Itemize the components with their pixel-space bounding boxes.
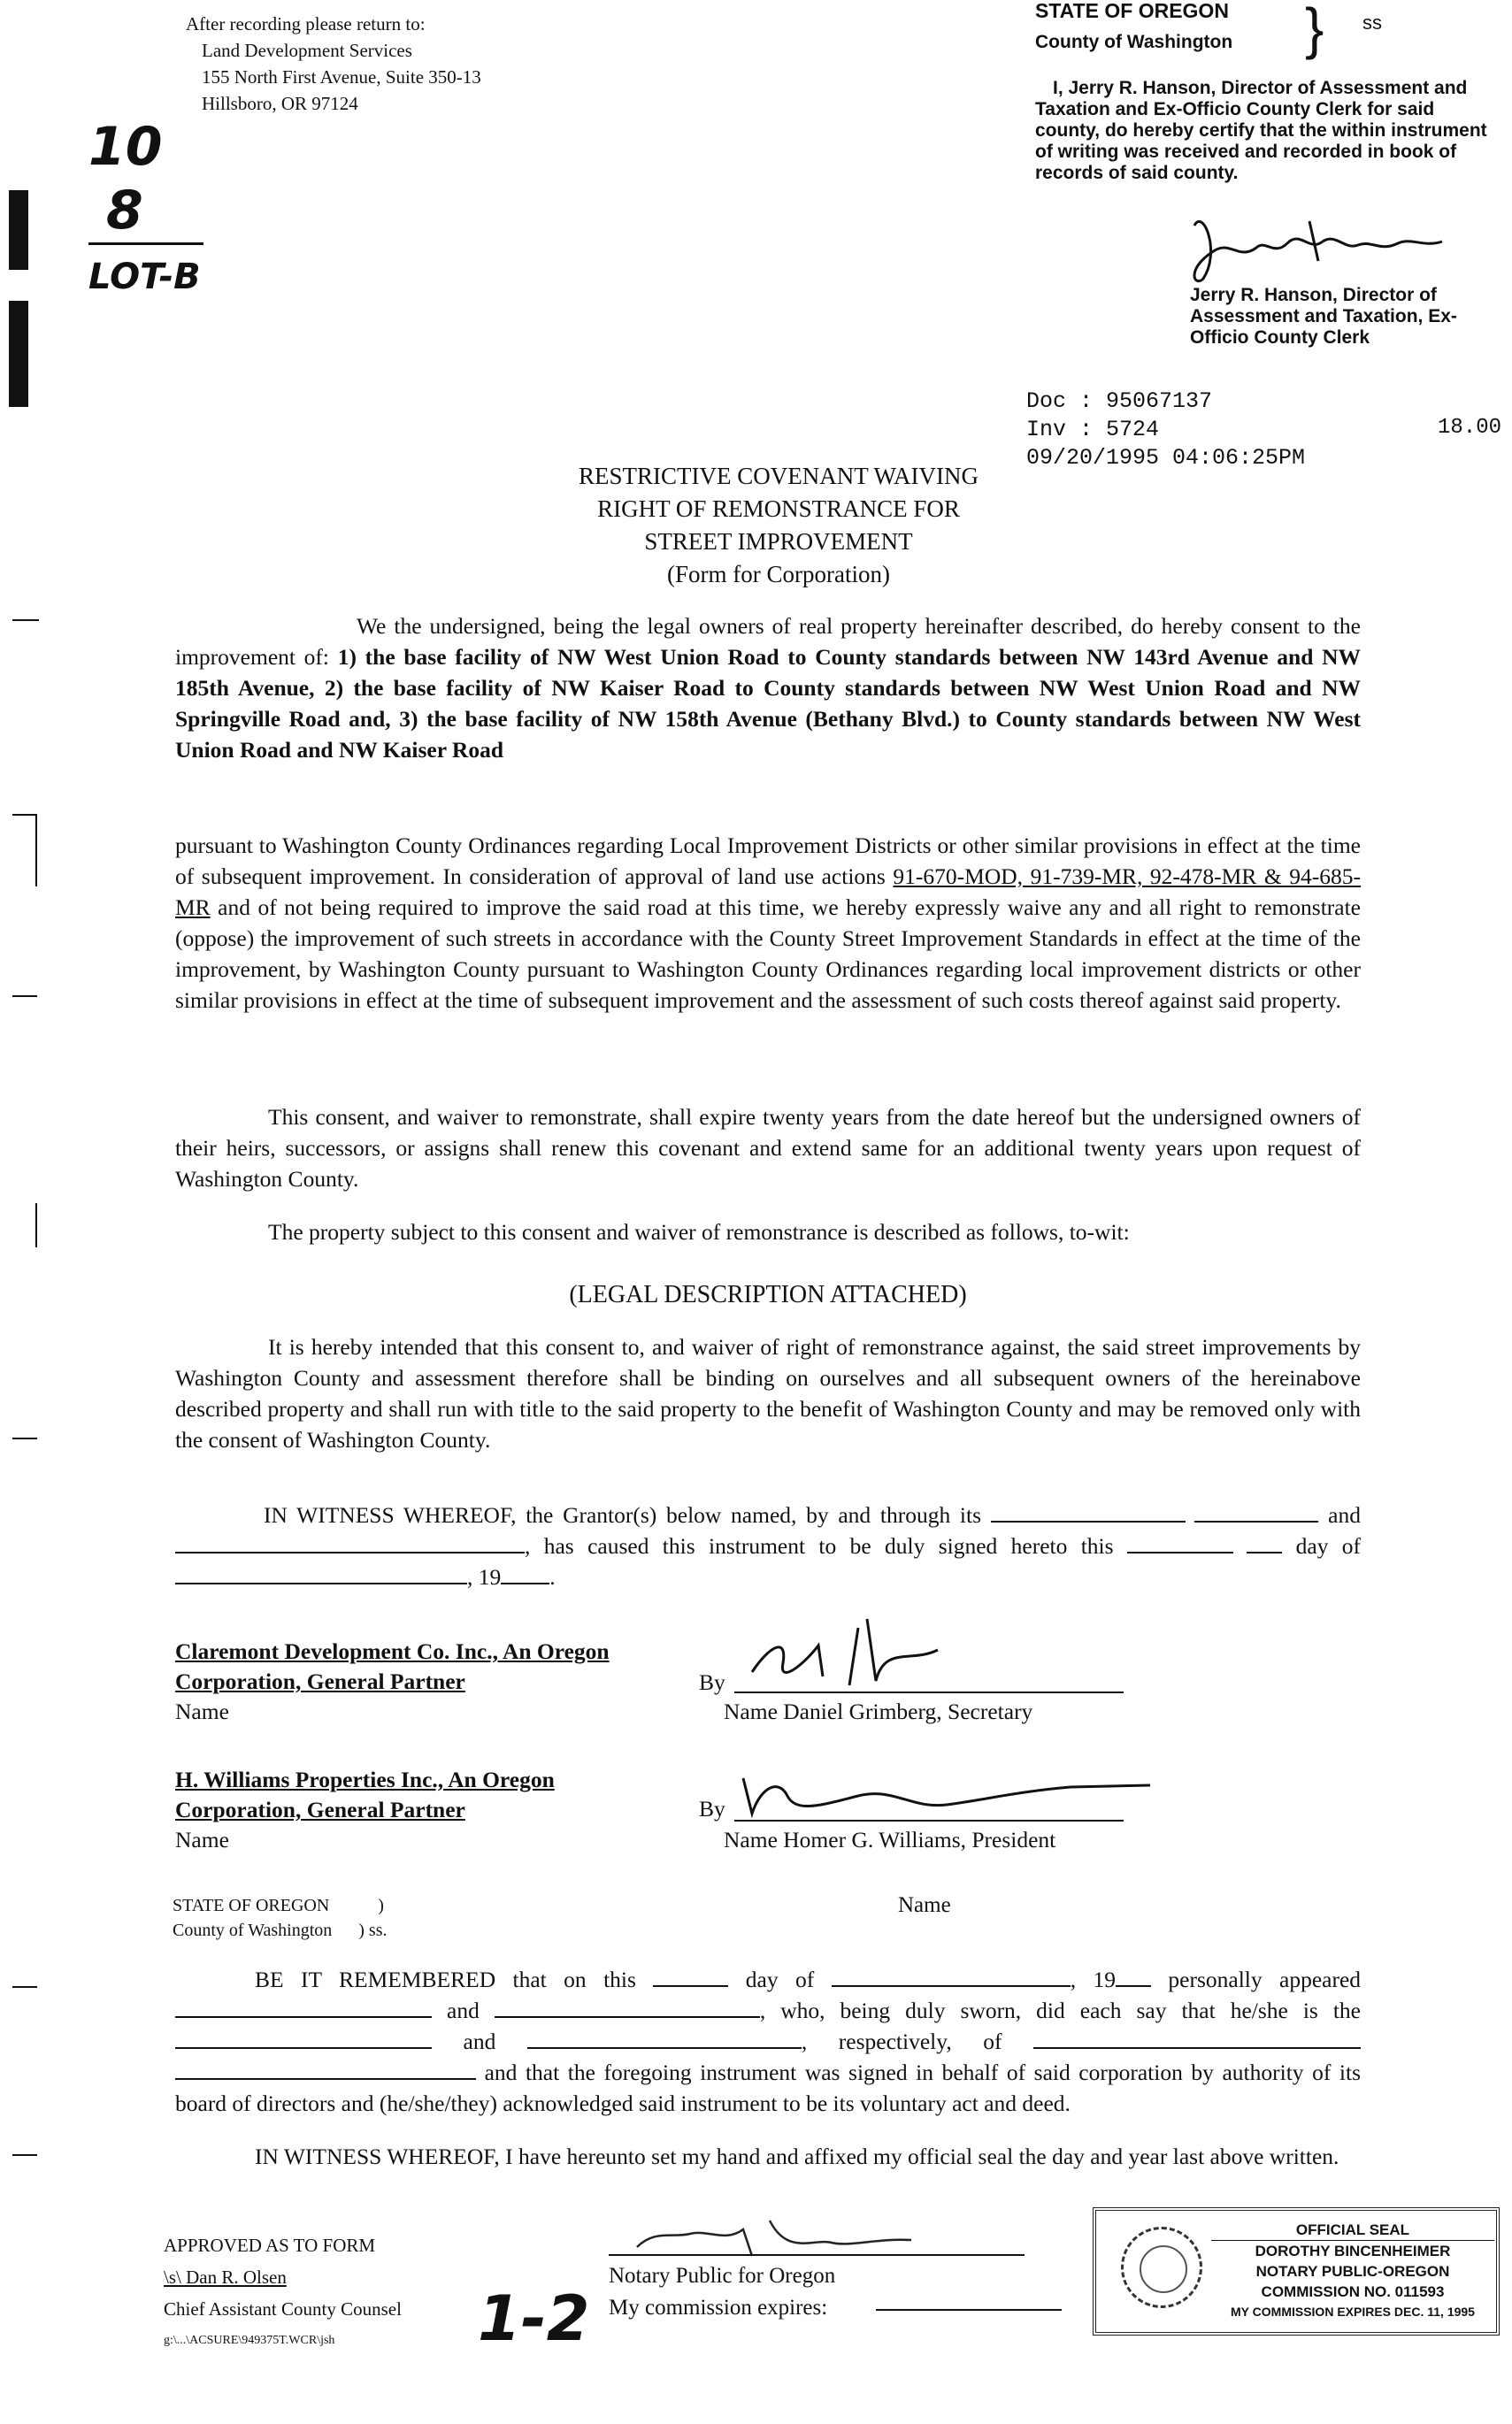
- party-corp-line: Corporation, General Partner: [175, 1668, 465, 1694]
- ack-state: STATE OF OREGON: [173, 1896, 330, 1915]
- remember-text: BE IT REMEMBERED that on this: [255, 1967, 636, 1992]
- clerk-title: Jerry R. Hanson, Director of Assessment and Taxation, Ex-Officio County Clerk: [1190, 285, 1457, 348]
- pursuant-before: pursuant to Washington County Ordinances regarding Local Improvement Districts or other similar provisions in effect at the time of subsequent improvement. In consideration of approval of land use actions: [175, 832, 1361, 889]
- blank-line: [1194, 1521, 1318, 1523]
- scan-mark: [35, 816, 37, 886]
- remember-text: day of: [745, 1967, 815, 1992]
- return-address-line: Hillsboro, OR 97124: [202, 93, 358, 114]
- seal-line: DOROTHY BINCENHEIMER: [1255, 2243, 1451, 2259]
- official-seal: [1093, 2207, 1500, 2336]
- ack-state-block: [173, 1893, 387, 1943]
- blank-line: [653, 1985, 728, 1987]
- ack-ss: ) ss.: [358, 1921, 388, 1940]
- scan-mark: [12, 995, 37, 997]
- blank-line: [832, 1985, 1071, 1987]
- party-corp-line: Claremont Development Co. Inc., An Oregon: [175, 1638, 610, 1664]
- party-signer: Name Daniel Grimberg, Secretary: [724, 1699, 1033, 1724]
- party-williams: [175, 1765, 555, 1855]
- scan-mark: [9, 301, 28, 407]
- blank-line: [1116, 1985, 1151, 1987]
- recording-ss: ss: [1362, 12, 1382, 34]
- blank-line: [1127, 1552, 1233, 1553]
- notary-title: Notary Public for Oregon: [609, 2264, 836, 2288]
- margin-note: 8: [106, 180, 143, 242]
- intro-improvements: 1) the base facility of NW West Union Road to County standards between NW 143rd Avenue and NW 185th Avenue, 2) the base facility of NW Kaiser Road to County standards between NW West Union Road and NW Springville Road and, 3) the base facility of NW 158th Avenue (Bethany Blvd.) to County standards between NW West Union Road and NW Kaiser Road: [175, 644, 1362, 763]
- scan-mark: [12, 1986, 37, 1988]
- blank-line: [175, 2016, 432, 2018]
- recording-state: STATE OF OREGON: [1035, 0, 1229, 22]
- grimberg-signature: [734, 1610, 1000, 1699]
- scan-mark: [12, 2154, 37, 2156]
- approved-heading: APPROVED AS TO FORM: [164, 2235, 376, 2256]
- notary-signature-line: [609, 2254, 1025, 2256]
- document-title: [513, 460, 1044, 591]
- notary-seal-icon: [1121, 2227, 1202, 2308]
- scan-mark: [12, 619, 39, 621]
- party-name-label: Name: [175, 1827, 229, 1853]
- approved-title: Chief Assistant County Counsel: [164, 2298, 402, 2320]
- remember-text: , respectively, of: [801, 2029, 1002, 2054]
- file-path: g:\...\ACSURE\949375T.WCR\jsh: [164, 2334, 335, 2347]
- scan-mark: [35, 1203, 37, 1247]
- pursuant-after: and of not being required to improve the said road at this time, we hereby expressly waive any and all right to remonstrate (oppose) the improvement of such streets in accordance with the County Street Improvement Standards in effect at the time of the improvement, by Washington County pursuant to Washington County Ordinances regarding local improvement districts or other similar provisions in effect at the time of subsequent improvement and the assessment of such costs thereof against said property.: [175, 894, 1362, 1013]
- seal-text: [1211, 2220, 1494, 2322]
- party-signer: Name Homer G. Williams, President: [724, 1827, 1056, 1853]
- seal-line: COMMISSION NO. 011593: [1261, 2283, 1445, 2300]
- remember-text: , who, being duly sworn, did each say that he/she is the: [759, 1998, 1361, 2023]
- blank-line: [876, 2282, 1062, 2311]
- blank-line: [527, 2047, 802, 2049]
- party-corp-line: H. Williams Properties Inc., An Oregon: [175, 1767, 555, 1792]
- witness-paragraph: [175, 1500, 1361, 1592]
- seal-line: NOTARY PUBLIC-OREGON: [1255, 2263, 1450, 2280]
- seal-line: MY COMMISSION EXPIRES DEC. 11, 1995: [1231, 2305, 1475, 2319]
- party-name-label: Name: [175, 1699, 229, 1724]
- land-use-actions: 91-670-MOD, 91-739-MR, 92-478-MR & 94-685-MR: [175, 863, 1362, 920]
- blank-line: [991, 1521, 1186, 1523]
- blank-line: [495, 2016, 760, 2018]
- blank-line: [1033, 2047, 1361, 2049]
- notary-block: [609, 2260, 835, 2324]
- title-line: RESTRICTIVE COVENANT WAIVING: [579, 463, 979, 489]
- blank-line: [175, 1583, 467, 1584]
- return-address-line: 155 North First Avenue, Suite 350-13: [202, 66, 481, 88]
- recording-county: County of Washington: [1035, 32, 1233, 52]
- ack-name-label: Name: [898, 1893, 951, 1917]
- clerk-signature: [1177, 199, 1469, 296]
- witness-text: .: [549, 1564, 556, 1590]
- intended-paragraph: It is hereby intended that this consent to, and waiver of right of remonstrance against, the said street improvements by Washington County and assessment therefore shall be binding on ourselves and all subsequent owners of the hereinabove described property and shall run with title to the said property to the benefit of Washington County and may be removed only with the consent of Washington County.: [175, 1334, 1361, 1453]
- party-by-label: By: [699, 1796, 725, 1822]
- blank-line: [175, 1552, 525, 1553]
- approved-as-to-form: [164, 2229, 402, 2357]
- williams-signature: [734, 1760, 1159, 1831]
- party-by-label: By: [699, 1669, 725, 1695]
- approved-signer: \s\ Dan R. Olsen: [164, 2267, 287, 2288]
- remember-text: and that the foregoing instrument was signed in behalf of said corporation by authority of its board of directors and (he/she/they) acknowledged said instrument to be its voluntary act and deed.: [175, 2060, 1361, 2116]
- title-line: RIGHT OF REMONSTRANCE FOR: [597, 495, 960, 522]
- recorded-datetime: 09/20/1995 04:06:25PM: [1026, 445, 1306, 471]
- margin-note: LOT-B: [88, 242, 203, 309]
- return-address-heading: After recording please return to:: [186, 13, 426, 35]
- remember-text: personally appeared: [1168, 1967, 1362, 1992]
- legal-description-notice: (LEGAL DESCRIPTION ATTACHED): [569, 1281, 967, 1308]
- inv-number: Inv : 5724: [1026, 417, 1160, 442]
- doc-info: [1026, 387, 1305, 472]
- blank-line: [501, 1583, 549, 1584]
- intro-lead: We the undersigned, being the legal owners of real property hereinafter described, do hereby consent to the improvement of:: [175, 613, 1361, 670]
- blank-line: [175, 2047, 432, 2049]
- party-corp-line: Corporation, General Partner: [175, 1797, 465, 1822]
- witness-text: , 19: [467, 1564, 502, 1590]
- seal-line: OFFICIAL SEAL: [1211, 2220, 1494, 2241]
- witness-text: , has caused this instrument to be duly signed hereto this: [525, 1533, 1114, 1559]
- remember-text: , 19: [1070, 1967, 1116, 1992]
- pursuant-paragraph: [175, 830, 1361, 1016]
- brace-icon: }: [1305, 0, 1324, 60]
- recording-block: [1035, 0, 1504, 184]
- ack-paren: ): [378, 1896, 384, 1915]
- margin-notes: [88, 115, 203, 309]
- property-paragraph: The property subject to this consent and waiver of remonstrance is described as follows, to-wit:: [268, 1219, 1130, 1245]
- title-subline: (Form for Corporation): [667, 561, 890, 587]
- scan-mark: [12, 814, 37, 816]
- margin-note: 10: [88, 116, 163, 178]
- blank-line: [1247, 1552, 1282, 1553]
- notary-expires: My commission expires:: [609, 2296, 828, 2320]
- intro-paragraph: [175, 610, 1361, 765]
- return-address: [186, 11, 481, 117]
- notary-witness-paragraph: IN WITNESS WHEREOF, I have hereunto set my hand and affixed my official seal the day and year last above written.: [255, 2144, 1339, 2169]
- party-claremont: [175, 1637, 610, 1727]
- recording-certification: I, Jerry R. Hanson, Director of Assessment and Taxation and Ex-Officio County Clerk for said county, do hereby certify that the within instrument of writing was received and recorded in book of records of said county.: [1035, 78, 1487, 183]
- doc-number: Doc : 95067137: [1026, 388, 1213, 414]
- recording-fee: 18.00: [1438, 416, 1502, 440]
- witness-text: day of: [1295, 1533, 1362, 1559]
- scan-mark: [9, 190, 28, 270]
- witness-text: IN WITNESS WHEREOF, the Grantor(s) below named, by and through its: [264, 1502, 982, 1528]
- blank-line: [175, 2078, 476, 2080]
- consent-paragraph: This consent, and waiver to remonstrate, shall expire twenty years from the date hereof but the undersigned owners of their heirs, successors, or assigns shall renew this covenant and extend same for an additional twenty years upon request of Washington County.: [175, 1104, 1361, 1192]
- remember-text: and: [447, 1998, 480, 2023]
- remember-text: and: [463, 2029, 496, 2054]
- remember-paragraph: [175, 1964, 1361, 2119]
- scan-mark: [12, 1438, 37, 1439]
- witness-text: and: [1328, 1502, 1361, 1528]
- ack-county: County of Washington: [173, 1921, 333, 1940]
- return-address-line: Land Development Services: [202, 40, 412, 61]
- page-number: 1-2: [478, 2282, 590, 2355]
- title-line: STREET IMPROVEMENT: [644, 528, 913, 555]
